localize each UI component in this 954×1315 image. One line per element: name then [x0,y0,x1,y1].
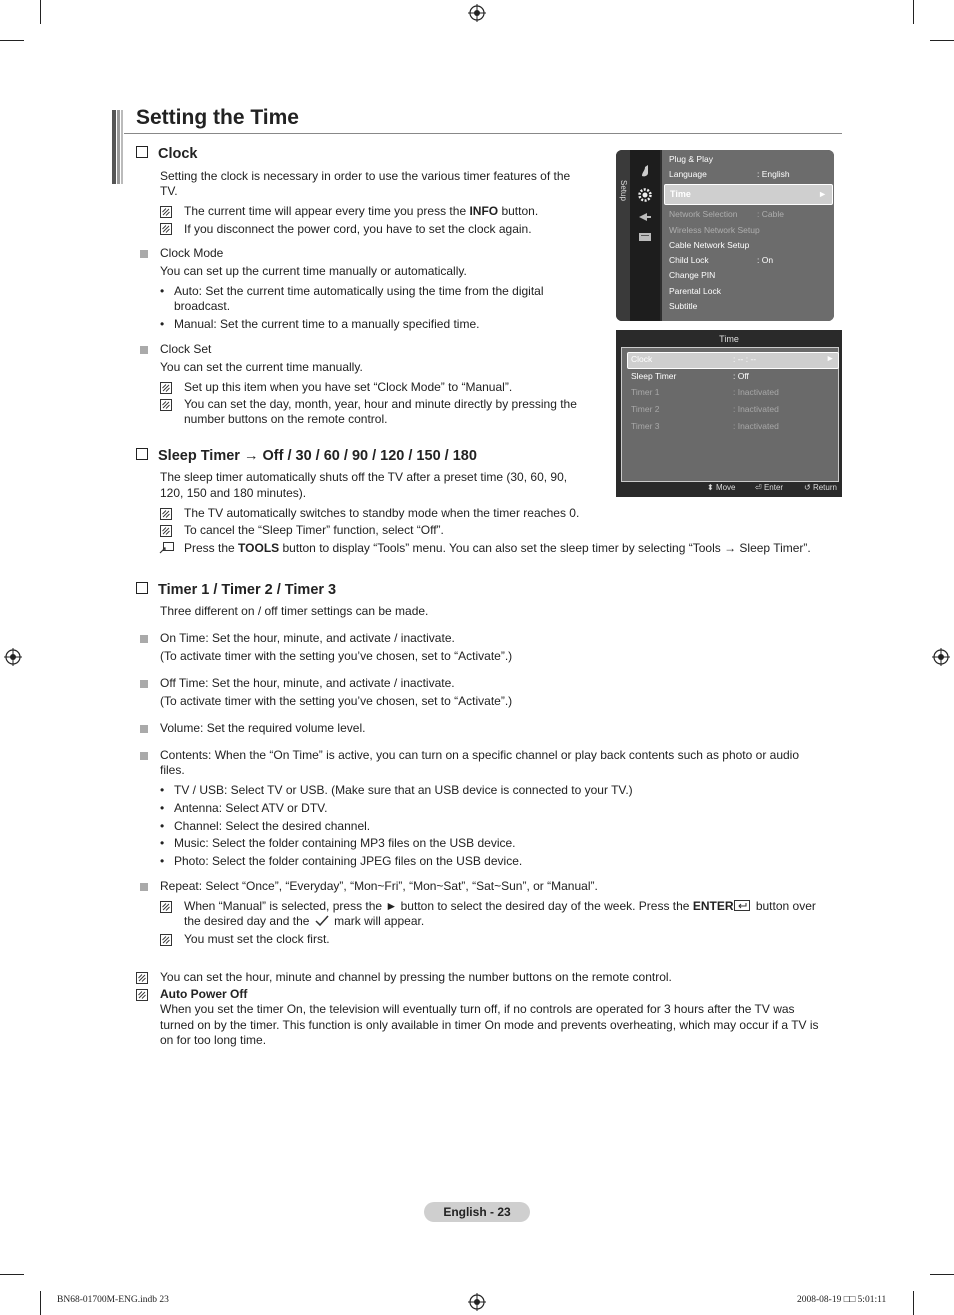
note-icon [160,399,172,411]
setup-item-subtitle[interactable]: Subtitle [669,301,698,311]
crop-mark [0,1274,24,1275]
auto-power-off-title: Auto Power Off [160,987,248,1001]
time-item-clock[interactable]: Clock [631,354,653,364]
bullet-tv-usb: TV / USB: Select TV or USB. (Make sure that an USB device is connected to your TV.) [174,783,633,797]
repeat-note1-line2: the desired day and the mark will appear. [184,914,425,928]
note-icon [160,508,172,520]
time-item-timer3-value: : Inactivated [733,421,779,431]
page-number: English - 23 [424,1202,530,1222]
note-icon [136,972,148,984]
checkbox-bullet-icon [136,146,148,158]
note-icon [160,525,172,537]
time-menu-panel [621,347,839,482]
bullet-music: Music: Select the folder containing MP3 files on the USB device. [174,836,516,850]
time-item-timer1[interactable]: Timer 1 [631,387,660,397]
sleep-timer-heading-label: Sleep Timer → Off / 30 / 60 / 90 / 120 / 150 / 180 [158,448,477,464]
enter-icon: ⏎ [755,483,762,492]
footer-file-info: BN68-01700M-ENG.indb 23 [57,1295,169,1305]
setup-menu-item-time-selected[interactable]: Time ► [664,184,833,205]
time-item-timer2-value: : Inactivated [733,404,779,414]
bullet-icon: • [160,854,165,868]
square-bullet-icon [140,725,148,733]
note-icon [160,206,172,218]
clock-note-power: If you disconnect the power cord, you have to set the clock again. [184,222,532,236]
clock-intro-line1: Setting the clock is necessary in order to use the various timer features of the [160,169,571,183]
footer-enter: ⏎ Enter [755,483,784,492]
square-bullet-icon [140,250,148,258]
sleep-desc-1: The sleep timer automatically shuts off the TV after a preset time (30, 60, 90, [160,470,568,484]
time-item-sleep-timer[interactable]: Sleep Timer [631,371,677,381]
bullet-channel: Channel: Select the desired channel. [174,819,371,833]
time-item-timer2[interactable]: Timer 2 [631,404,660,414]
clock-intro-line2: TV. [160,184,178,198]
off-time-1: Off Time: Set the hour, minute, and activate / inactivate. [160,676,455,690]
time-item-sleep-timer-value: : Off [733,371,749,381]
clock-mode-auto-2: broadcast. [174,299,231,313]
general-note: You can set the hour, minute and channel by pressing the number buttons on the remote control. [160,970,672,984]
footer-return: ↺ Return [804,483,837,492]
tools-icon [159,542,175,554]
repeat-note2: You must set the clock first. [184,932,330,946]
footer-timestamp: 2008-08-19 □□ 5:01:11 [797,1295,887,1305]
time-item-timer1-value: : Inactivated [733,387,779,397]
setup-side-label: Setup [619,180,628,201]
registration-mark-icon [4,648,22,666]
right-arrow-icon: ► [826,353,835,363]
checkbox-bullet-icon [136,448,148,460]
page-title: Setting the Time [136,106,299,129]
sound-icon [639,164,651,178]
setup-icon-column [630,150,660,321]
crop-mark [930,1274,954,1275]
registration-mark-icon [932,648,950,666]
clock-mode-label: Clock Mode [160,246,224,260]
note-icon [160,223,172,235]
check-mark-icon [315,915,329,927]
clock-set-label: Clock Set [160,342,212,356]
square-bullet-icon [140,883,148,891]
note-icon [160,934,172,946]
off-time-2: (To activate timer with the setting you’ve chosen, set to “Activate”.) [160,694,513,708]
return-icon: ↺ [804,483,811,492]
bullet-icon: • [160,284,165,298]
setup-item-child-lock-value: : On [757,255,774,265]
application-icon [638,232,652,242]
clock-set-note2-1: You can set the day, month, year, hour and minute directly by pressing the [184,397,577,411]
input-icon [638,212,652,222]
auto-power-off-3: on for too long time. [160,1033,267,1047]
checkbox-bullet-icon [136,582,148,594]
sleep-note2: To cancel the “Sleep Timer” function, select “Off”. [184,523,444,537]
square-bullet-icon [140,752,148,760]
note-icon [136,989,148,1001]
on-time-1: On Time: Set the hour, minute, and activate / inactivate. [160,631,455,645]
sleep-timer-heading [136,448,477,464]
sleep-tools-note: Press the TOOLS button to display “Tools” menu. You can also set the sleep timer by selecting “Tools → Sleep Timer”. [184,541,811,555]
clock-mode-manual: Manual: Set the current time to a manually specified time. [174,317,480,331]
setup-item-network-selection[interactable]: Network Selection [669,209,738,219]
title-accent-bar [112,110,124,184]
timers-heading-label: Timer 1 / Timer 2 / Timer 3 [158,582,337,598]
square-bullet-icon [140,346,148,354]
setup-item-parental-lock[interactable]: Parental Lock [669,286,721,296]
clock-mode-desc: You can set up the current time manually or automatically. [160,264,467,278]
clock-set-desc: You can set the current time manually. [160,360,363,374]
bullet-icon: • [160,836,165,850]
setup-gear-icon [637,187,653,203]
clock-heading [136,146,198,162]
setup-side-tab [616,150,630,321]
footer-move: ⬍ Move [707,483,736,492]
setup-item-language-value: : English [757,169,790,179]
sleep-desc-2: 120, 150 and 180 minutes). [160,486,307,500]
volume-text: Volume: Set the required volume level. [160,721,366,735]
registration-mark-icon [468,4,486,22]
crop-mark [913,1291,914,1315]
time-item-timer3[interactable]: Timer 3 [631,421,660,431]
contents-2: files. [160,763,185,777]
setup-item-child-lock[interactable]: Child Lock [669,255,709,265]
on-time-2: (To activate timer with the setting you’ve chosen, set to “Activate”.) [160,649,513,663]
setup-item-network-selection-value: : Cable [757,209,784,219]
setup-item-change-pin[interactable]: Change PIN [669,270,716,280]
clock-set-note1: Set up this item when you have set “Clock Mode” to “Manual”. [184,380,513,394]
bullet-icon: • [160,801,165,815]
bullet-icon: • [160,783,165,797]
clock-note-info: The current time will appear every time you press the INFO button. [184,204,539,218]
clock-mode-auto-1: Auto: Set the current time automatically using the time from the digital [174,284,544,298]
crop-mark [930,40,954,41]
repeat-note1-line1: When “Manual” is selected, press the ► button to select the desired day of the week. Press the ENTER button over [184,899,816,913]
crop-mark [913,0,914,24]
bullet-photo: Photo: Select the folder containing JPEG files on the USB device. [174,854,523,868]
setup-item-language[interactable]: Language [669,169,707,179]
sleep-note1: The TV automatically switches to standby mode when the timer reaches 0. [184,506,580,520]
title-rule [124,133,842,134]
square-bullet-icon [140,680,148,688]
timers-heading [136,582,336,598]
crop-mark [40,1291,41,1315]
registration-mark-icon [468,1293,486,1311]
clock-heading-label: Clock [158,146,198,162]
setup-menu-screenshot [616,150,834,321]
time-menu-title: Time [719,334,739,344]
auto-power-off-2: turned on by the timer. This function is only available in timer On mode and prevents overheating, which may occur if a TV is [160,1018,819,1032]
crop-mark [0,40,24,41]
enter-icon [734,900,750,911]
contents-1: Contents: When the “On Time” is active, you can turn on a specific channel or play back contents such as photo or audio [160,748,800,762]
square-bullet-icon [140,635,148,643]
crop-mark [40,0,41,24]
bullet-icon: • [160,819,165,833]
bullet-antenna: Antenna: Select ATV or DTV. [174,801,328,815]
time-menu-screenshot [616,330,842,497]
move-arrows-icon: ⬍ [707,483,714,492]
time-item-clock-value: : -- : -- [733,354,757,364]
setup-item-cable-network[interactable]: Cable Network Setup [669,240,750,250]
timers-desc: Three different on / off timer settings can be made. [160,604,429,618]
repeat-text: Repeat: Select “Once”, “Everyday”, “Mon~Fri”, “Mon~Sat”, “Sat~Sun”, or “Manual”. [160,879,598,893]
setup-item-plug-and-play[interactable]: Plug & Play [669,154,713,164]
setup-item-wireless-network[interactable]: Wireless Network Setup [669,225,760,235]
clock-set-note2-2: number buttons on the remote control. [184,412,388,426]
auto-power-off-1: When you set the timer On, the television will eventually turn off, if no controls are operated for 3 hours after the TV was [160,1002,795,1016]
bullet-icon: • [160,317,165,331]
note-icon [160,382,172,394]
note-icon [160,901,172,913]
